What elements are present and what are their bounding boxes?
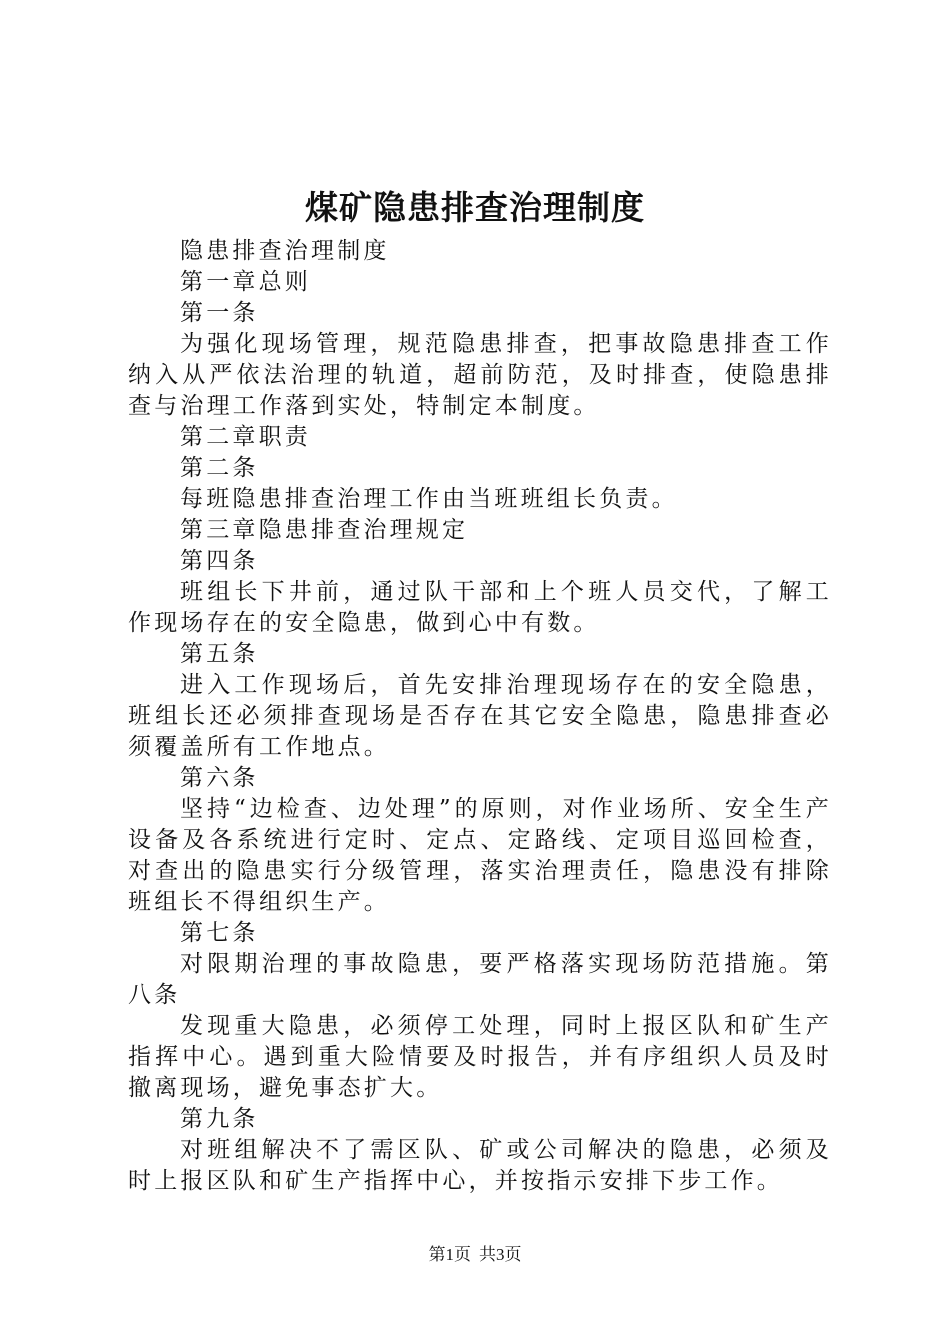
chapter-heading: 第三章隐患排查治理规定: [180, 517, 469, 543]
article-text: 对限期治理的事故隐患，要严格落实现场防范措施。第八条: [128, 951, 832, 1008]
article-text: 发现重大隐患，必须停工处理，同时上报区队和矿生产指挥中心。遇到重大险情要及时报告，并有序组织人员及时撤离现场，避免事态扩大。: [128, 1013, 832, 1101]
article-text: 每班隐患排查治理工作由当班班组长负责。: [180, 486, 678, 512]
article-heading: 第七条: [180, 920, 259, 946]
article-text: 班组长下井前，通过队干部和上个班人员交代，了解工作现场存在的安全隐患，做到心中有数。: [128, 579, 832, 636]
article-heading: 第二条: [180, 455, 259, 481]
article-text: 为强化现场管理，规范隐患排查，把事故隐患排查工作纳入从严依法治理的轨道，超前防范，及时排查，使隐患排查与治理工作落到实处，特制定本制度。: [128, 331, 832, 419]
article-heading: 第六条: [180, 765, 259, 791]
article-heading: 第四条: [180, 548, 259, 574]
article-heading: 第九条: [180, 1106, 259, 1132]
article-text: 对班组解决不了需区队、矿或公司解决的隐患，必须及时上报区队和矿生产指挥中心，并按指示安排下步工作。: [128, 1137, 832, 1194]
page-total: 共3页: [479, 1245, 522, 1264]
page-footer: [0, 1243, 950, 1267]
article-text: 进入工作现场后，首先安排治理现场存在的安全隐患，班组长还必须排查现场是否存在其它安全隐患，隐患排查必须覆盖所有工作地点。: [128, 672, 832, 760]
article-text: 坚持“边检查、边处理”的原则，对作业场所、安全生产设备及各系统进行定时、定点、定路线、定项目巡回检查，对查出的隐患实行分级管理，落实治理责任，隐患没有排除班组长不得组织生产。: [128, 796, 832, 915]
section-heading: 隐患排查治理制度: [180, 238, 390, 264]
chapter-heading: 第二章职责: [180, 424, 311, 450]
article-heading: 第五条: [180, 641, 259, 667]
document-title: 煤矿隐患排查治理制度: [305, 188, 645, 227]
article-heading: 第一条: [180, 300, 259, 326]
chapter-heading: 第一章总则: [180, 269, 311, 295]
page-number: 第1页: [428, 1245, 471, 1264]
document-body: [128, 236, 832, 1197]
